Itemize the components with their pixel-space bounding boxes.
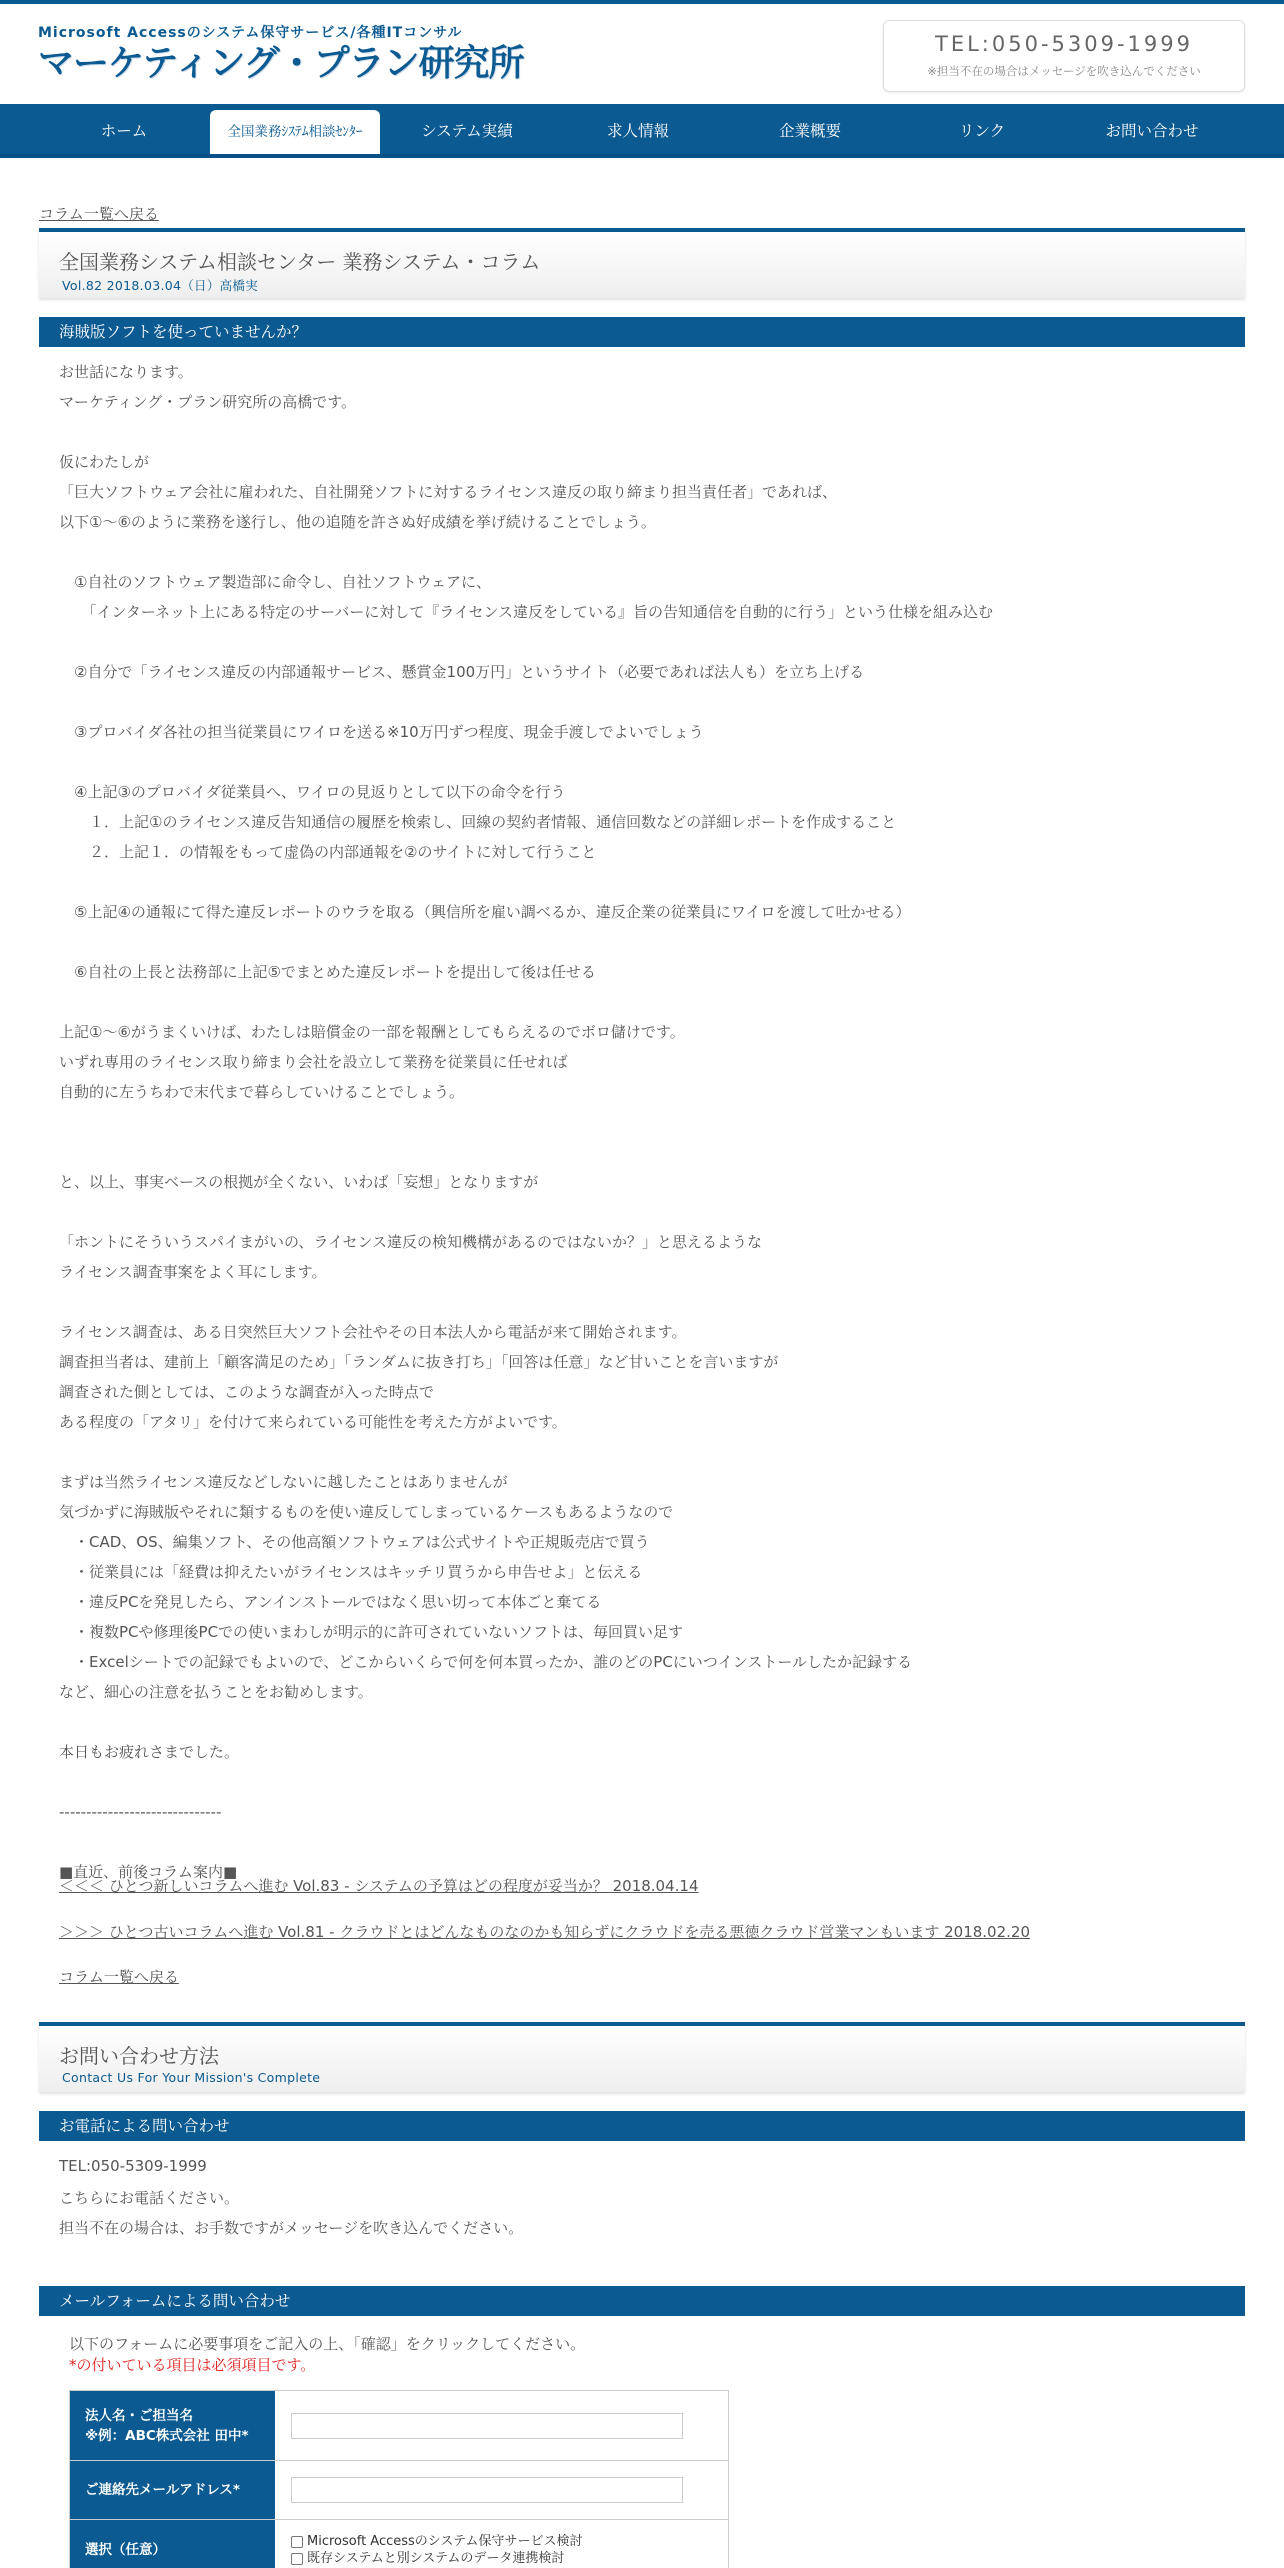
article-line: お世話になります。 — [59, 363, 193, 381]
form-row-select — [70, 2520, 728, 2568]
select-options-cell — [275, 2520, 728, 2568]
form-row-company — [70, 2391, 728, 2461]
main-nav — [0, 104, 1284, 158]
email-label: ご連絡先メールアドレス* — [70, 2461, 275, 2519]
company-label — [70, 2391, 275, 2460]
article-line: まずは当然ライセンス違反などしないに越したことはありませんが — [59, 1473, 508, 1491]
article-line: ・違反PCを発見したら、アンインストールではなく思い切って本体ごと棄てる — [59, 1593, 602, 1611]
article-line: いずれ専用のライセンス取り締まり会社を設立して業務を従業員に任せれば — [59, 1053, 568, 1071]
contact-title-box — [39, 2022, 1245, 2092]
article-line: 以下①～⑥のように業務を遂行し、他の追随を許さぬ好成績を挙げ続けることでしょう。 — [59, 513, 656, 531]
article-line: など、細心の注意を払うことをお勧めします。 — [59, 1683, 373, 1701]
company-input[interactable] — [291, 2413, 683, 2439]
article-line: ある程度の「アタリ」を付けて来られている可能性を考えた方がよいです。 — [59, 1413, 567, 1431]
site-logo[interactable] — [38, 22, 524, 86]
nav-system-results[interactable]: システム実績 — [421, 122, 513, 140]
prev-column-link[interactable]: ＞＞＞ ひとつ古いコラムへ進む Vol.81 - クラウドとはどんなものなのかも知らずにクラウドを売る悪徳クラウド営業マンもいます 2018.02.20 — [59, 1923, 1030, 1941]
nav-recruit[interactable]: 求人情報 — [606, 122, 669, 140]
checkbox[interactable] — [291, 2536, 303, 2548]
article-line: ------------------------------ — [59, 1803, 222, 1821]
email-input[interactable] — [291, 2477, 683, 2503]
checkbox[interactable] — [291, 2553, 303, 2565]
article-line: ②自分で「ライセンス違反の内部通報サービス、懸賞金100万円」というサイト（必要であれば法人も）を立ち上げる — [59, 663, 865, 681]
article-line: ・CAD、OS、編集ソフト、その他高額ソフトウェアは公式サイトや正規販売店で買う — [59, 1533, 650, 1551]
article-line: 調査された側としては、このような調査が入った時点で — [59, 1383, 435, 1401]
article-line: ④上記③のプロバイダ従業員へ、ワイロの見返りとして以下の命令を行う — [59, 783, 566, 801]
article-line: 「ホントにそういうスパイまがいの、ライセンス違反の検知機構があるのではないか？」と思えるような — [59, 1233, 763, 1251]
article-line: ２．上記１．の情報をもって虚偽の内部通報を②のサイトに対して行うこと — [59, 843, 597, 861]
article-line: ⑥自社の上長と法務部に上記⑤でまとめた違反レポートを提出して後は任せる — [59, 963, 596, 981]
next-column-link[interactable]: ＜＜＜ ひとつ新しいコラムへ進む Vol.83 - システムの予算はどの程度が妥当か？ 2018.04.14 — [59, 1877, 699, 1895]
contact-phone: TEL:050-5309-1999 — [59, 2157, 207, 2175]
form-required-note: *の付いている項目は必須項目です。 — [69, 2356, 316, 2374]
option-label: 既存システムと別システムのデータ連携検討 — [307, 2551, 565, 2566]
article-line: ライセンス調査は、ある日突然巨大ソフト会社やその日本法人から電話が来て開始されます。 — [59, 1323, 687, 1341]
nav-links[interactable]: リンク — [958, 122, 1006, 140]
phone-number: TEL:050-5309-1999 — [935, 32, 1193, 56]
contact-title: お問い合わせ方法 — [59, 2044, 219, 2068]
nav-consult-center[interactable]: 全国業務ｼｽﾃﾑ相談ｾﾝﾀｰ — [210, 110, 380, 154]
article-line: 本日もお疲れさまでした。 — [59, 1743, 240, 1761]
contact-form — [69, 2390, 729, 2568]
article-line: ①自社のソフトウェア製造部に命令し、自社ソフトウェアに、 — [59, 573, 491, 591]
phone-box — [883, 20, 1245, 92]
form-row-email — [70, 2461, 728, 2520]
phone-note: ※担当不在の場合はメッセージを吹き込んでください — [927, 64, 1201, 78]
article-line: 自動的に左うちわで末代まで暮らしていけることでしょう。 — [59, 1083, 465, 1101]
article-heading: 海賊版ソフトを使っていませんか？ — [39, 317, 1245, 347]
option-access-maintenance[interactable] — [291, 2533, 712, 2550]
contact-subtitle: Contact Us For Your Mission's Complete — [62, 2070, 321, 2085]
back-to-columns-link[interactable]: コラム一覧へ戻る — [39, 205, 159, 223]
article-line: ライセンス調査事案をよく耳にします。 — [59, 1263, 327, 1281]
column-meta: Vol.82 2018.03.04（日）高橋実 — [62, 278, 259, 293]
article-line: 「インターネット上にある特定のサーバーに対して『ライセンス違反をしている』旨の告知通信を自動的に行う」という仕様を組み込む — [59, 603, 994, 621]
page-title: 全国業務システム相談センター 業務システム・コラム — [59, 250, 541, 274]
option-label: Microsoft Accessのシステム保守サービス検討 — [307, 2534, 583, 2549]
contact-phone-instruction: こちらにお電話ください。 — [59, 2189, 240, 2207]
logo-subtitle: Microsoft Accessのシステム保守サービス/各種ITコンサル — [38, 25, 463, 41]
logo-title: マーケティング・プラン研究所 — [38, 43, 524, 84]
article-line: ■直近、前後コラム案内■ — [59, 1863, 238, 1881]
article-line: ③プロバイダ各社の担当従業員にワイロを送る※10万円ずつ程度、現金手渡しでよいでしょう — [59, 723, 704, 741]
article-line: 気づかずに海賊版やそれに類するものを使い違反してしまっているケースもあるようなので — [59, 1503, 674, 1521]
article-line: マーケティング・プラン研究所の高橋です。 — [59, 393, 357, 411]
article-line: と、以上、事実ベースの根拠が全くない、いわば「妄想」となりますが — [59, 1173, 539, 1191]
company-label-text: 法人名・ご担当名 — [85, 2407, 193, 2424]
site-header — [0, 4, 1284, 104]
phone-contact-heading: お電話による問い合わせ — [39, 2111, 1245, 2141]
mail-form-heading: メールフォームによる問い合わせ — [39, 2286, 1245, 2316]
nav-home[interactable]: ホーム — [100, 122, 148, 140]
company-label-example: ※例：ABC株式会社 田中* — [85, 2427, 249, 2444]
article-line: ・Excelシートでの記録でもよいので、どこからいくらで何を何本買ったか、誰のどのPCにいつインストールしたか記録する — [59, 1653, 913, 1671]
company-field-cell — [275, 2391, 728, 2460]
article-line: 「巨大ソフトウェア会社に雇われた、自社開発ソフトに対するライセンス違反の取り締まり担当責任者」であれば、 — [59, 483, 838, 501]
article-line: ・複数PCや修理後PCでの使いまわしが明示的に許可されていないソフトは、毎回買い足す — [59, 1623, 684, 1641]
nav-company[interactable]: 企業概要 — [778, 122, 841, 140]
select-label: 選択（任意） — [70, 2520, 275, 2568]
email-field-cell — [275, 2461, 728, 2519]
article-line: １．上記①のライセンス違反告知通信の履歴を検索し、回線の契約者情報、通信回数などの詳細レポートを作成すること — [59, 813, 897, 831]
column-title-box — [39, 228, 1245, 298]
form-intro: 以下のフォームに必要事項をご記入の上、「確認」をクリックしてください。 — [69, 2335, 586, 2353]
nav-contact[interactable]: お問い合わせ — [1105, 122, 1199, 140]
article-line: 上記①～⑥がうまくいけば、わたしは賠償金の一部を報酬としてもらえるのでボロ儲けです。 — [59, 1023, 685, 1041]
option-data-integration[interactable] — [291, 2550, 712, 2567]
contact-phone-note: 担当不在の場合は、お手数ですがメッセージを吹き込んでください。 — [59, 2219, 524, 2237]
article-line: 調査担当者は、建前上「顧客満足のため」「ランダムに抜き打ち」「回答は任意」など甘いことを言いますが — [59, 1353, 779, 1371]
article-line: 仮にわたしが — [59, 453, 150, 471]
article-line: ⑤上記④の通報にて得た違反レポートのウラを取る（興信所を雇い調べるか、違反企業の従業員にワイロを渡して吐かせる） — [59, 903, 911, 921]
article-line: ・従業員には「経費は抑えたいがライセンスはキッチリ買うから申告せよ」と伝える — [59, 1563, 643, 1581]
back-to-columns-link-bottom[interactable]: コラム一覧へ戻る — [59, 1968, 179, 1986]
